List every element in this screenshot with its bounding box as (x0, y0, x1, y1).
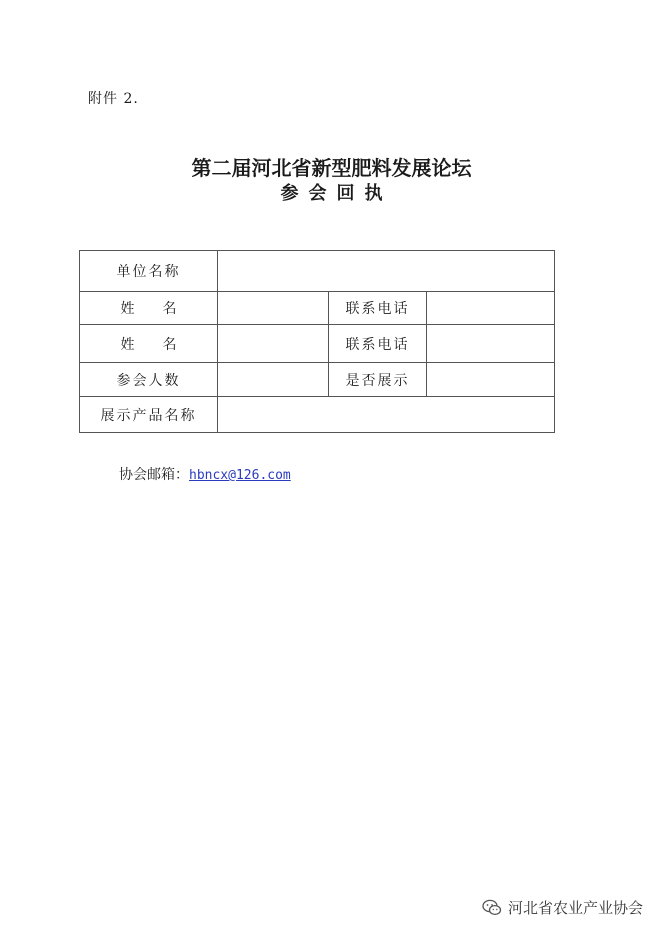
name-field-1[interactable] (218, 292, 329, 325)
name-label-char-1: 姓 (120, 336, 135, 353)
email-line (119, 464, 291, 484)
phone-label-2: 联系电话 (329, 325, 427, 363)
phone-field-2[interactable] (427, 325, 555, 363)
phone-label-1: 联系电话 (329, 292, 427, 325)
name-label-1 (80, 292, 218, 325)
attachment-label: 附件 2. (88, 91, 139, 107)
attendees-label: 参会人数 (80, 363, 218, 397)
phone-field-1[interactable] (427, 292, 555, 325)
form-row-product (80, 397, 555, 433)
product-name-field[interactable] (218, 397, 555, 433)
form-row-contact-1 (80, 292, 555, 325)
name-label-char-2: 名 (162, 301, 177, 317)
exhibit-field[interactable] (427, 363, 555, 397)
product-name-label: 展示产品名称 (80, 397, 218, 433)
watermark-text: 河北省农业产业协会 (507, 899, 643, 917)
name-field-2[interactable] (218, 325, 329, 363)
name-label-2 (80, 325, 218, 363)
name-label-char-1: 姓 (120, 301, 135, 317)
email-link[interactable]: hbncx@126.com (189, 468, 291, 483)
unit-name-label: 单位名称 (80, 251, 218, 292)
unit-name-field[interactable] (218, 251, 555, 292)
attendees-field[interactable] (218, 363, 329, 397)
exhibit-label: 是否展示 (329, 363, 427, 397)
form-row-contact-2 (80, 325, 555, 363)
watermark (482, 897, 643, 918)
email-label: 协会邮箱： (119, 467, 189, 483)
wechat-icon (482, 899, 502, 917)
document-subtitle: 参会回执 (280, 183, 393, 204)
document-title: 第二届河北省新型肥料发展论坛 (191, 156, 472, 180)
form-row-attendance (80, 363, 555, 397)
name-label-char-2: 名 (162, 336, 177, 353)
title-block (0, 155, 663, 207)
registration-form-table (79, 250, 555, 433)
form-row-unit (80, 251, 555, 292)
